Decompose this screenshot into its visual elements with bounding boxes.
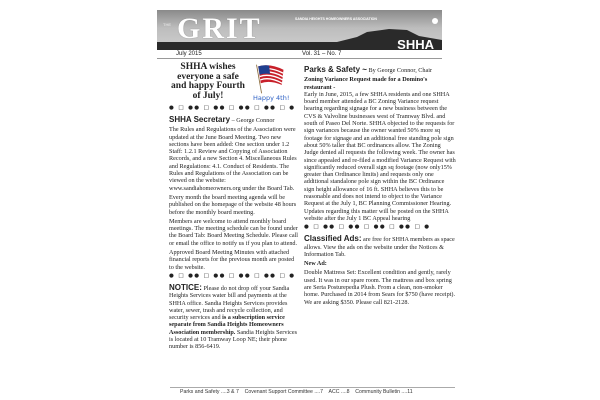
holiday-greeting: SHHA wishes everyone a safe and happy Fourth of July! [171, 62, 245, 101]
section-separator: ● □ ●● □ ●● □ ●● □ ●● □ ● [169, 105, 296, 111]
ad-paragraph: Double Mattress Set: Excellent condition and gently, rarely used. It was in our spare room. The mattress and box spring are Serta Posturepedia Plush. From a clean, non-smoker home. Purchased in 2014 from Sears for $750 (have receipt). We are asking $350. Please call 821-2128. [304, 269, 456, 306]
masthead-title: GRIT [177, 12, 262, 45]
classified-text: are free for SHHA members as space allows. View the ads on the website under the Notices & Information Tab. [304, 236, 455, 258]
new-ad-label: New Ad: [304, 260, 327, 268]
classified-heading: Classified Ads: [304, 234, 362, 244]
issue-volume: Vol. 31 – No. 7 [302, 51, 342, 57]
masthead-the: THE [163, 22, 171, 27]
section-separator: ● □ ●● □ ●● □ ●● □ ●● □ ● [304, 224, 431, 231]
moon-icon [432, 18, 438, 24]
notice-bold-text: is a subscription service separate from Sandia Heights Homeowners Association membership. [169, 314, 285, 336]
left-column [169, 63, 298, 353]
notice-text: Please do not drop off your Sandia Heights Services water bill and payments at the SHHA office. Sandia Heights Services provides water, sewer, trash and recycle collection, and security services and [169, 284, 290, 322]
right-column [304, 65, 456, 308]
masthead-logo: SHHA [397, 37, 434, 50]
masthead-banner [157, 10, 442, 50]
issue-date: July 2015 [176, 51, 202, 57]
notice-label: NOTICE: [169, 282, 202, 292]
notice-contact-text: Sandia Heights Services is located at 10 Tramway Loop NE; their phone number is 856-6419. [169, 328, 298, 351]
secretary-heading: SHHA Secretary [169, 115, 231, 124]
parks-heading: Parks & Safety ~ [304, 65, 367, 74]
american-flag-icon [253, 63, 287, 95]
agenda-paragraph: Every month the board meeting agenda will be published on the homepage of the website 48 hours before the monthly board meeting. [169, 193, 297, 216]
notice-paragraph [169, 283, 298, 351]
masthead-association: SANDIA HEIGHTS HOMEOWNERS ASSOCIATION [295, 17, 377, 21]
meetings-paragraph: Members are welcome to attend monthly board meetings. The meeting schedule can be found under the Board Tab: Board Meeting Schedule. Please call or email the office to notify us if you plan to attend. [169, 217, 299, 247]
zoning-title: Zoning Variance Request made for a Domino's restaurant - [304, 76, 428, 91]
secretary-paragraph: The Rules and Regulations of the Association were updated at the June Board Meeting. Two new sections have been added: One section under 1.2 Staff: 1.2.1 Review and Copying of Association Records, and a new Section 4. Miscellaneous Rules and Regulations: 4.1. Conduct of Residents. The Rules and Regulations of the Association can be viewed on the website: www.sandiahomeowners.org under the Board Tab. [169, 126, 297, 192]
minutes-paragraph: Approved Board Meeting Minutes with attached financial reports for the previous month are posted to the website. [169, 249, 295, 271]
header-divider [157, 58, 442, 59]
section-separator: ● □ ●● □ ●● □ ●● □ ●● □ ● [169, 272, 296, 279]
contents-footer: Parks and Safety ....3 & 7 Covenant Support Committee ....7 ACC ....8 Community Bulletin ....11 [180, 389, 413, 395]
secretary-byline: – George Connor [230, 117, 275, 124]
zoning-paragraph: Early in June, 2015, a few SHHA residents and one SHHA board member attended a BC Zoning Variance request hearing regarding signage for a new business between the CVS & Valvoline businesses west of Tramway Blvd. and south of Paseo Del Norte. SHHA objected to the requests for sign variances because the owner wanted 50% more sq footage for signage and an additional free standing pole sign about 50% taller that BC ordinances allow. The Zoning Judge denied all requests the following week. The owner has since appealed and re-filed a modified Variance Request with significantly reduced overall sign sq footage (now only15% greater than Ordinance limits) and requests only one additional standalone pole sign within the BC Ordinance sign height allowance of 16 ft. SHHA believes this to be reasonable and does not intend to object to the Variance Request at the July 1, BC Planning Commissioner Hearing. Updates regarding this matter will be posted on the SHHA website after the July 1 BC Appeal hearing [304, 90, 456, 222]
parks-byline: By George Connor, Chair [366, 67, 433, 74]
happy-4th-text: Happy 4th! [253, 94, 290, 102]
footer-divider [170, 387, 455, 388]
